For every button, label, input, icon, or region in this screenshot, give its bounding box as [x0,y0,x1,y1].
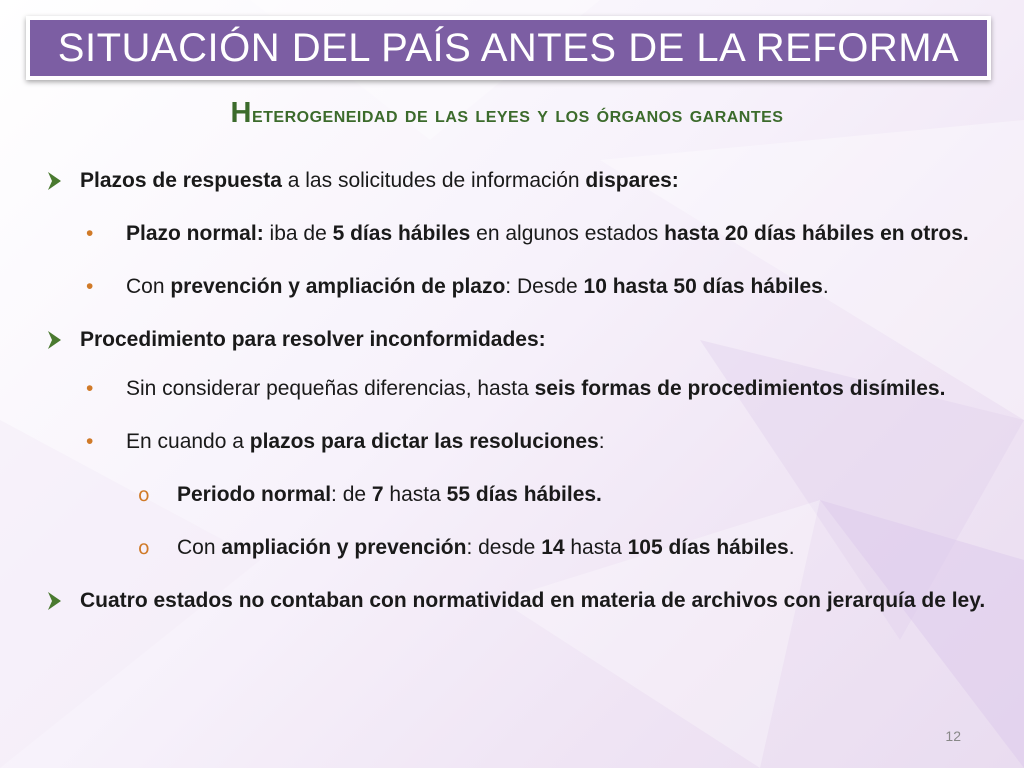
bullet-text: Con [126,275,171,298]
page-number: 12 [945,728,961,744]
bullet-text-bold: 55 días hábiles. [446,483,602,506]
bullet-text: hasta [564,536,628,559]
bullet-text: iba de [263,222,333,245]
bullet-item [46,584,986,618]
dot-bullet: • [86,430,94,453]
bullet-text-bold: ampliación y prevención [221,536,467,559]
bullet-text: . [822,275,829,298]
bullet-text: hasta [383,483,447,506]
sub-bullet-item [46,270,986,304]
bullet-text-bold: 14 [541,536,565,559]
bullet-text-bold: prevención y ampliación de plazo [170,275,506,298]
bullet-text: : de [331,483,372,506]
sub-sub-bullet-item [46,531,986,565]
bullet-text-bold: Procedimiento para resolver inconformidades: [80,328,546,351]
subtitle-rest: eterogeneidad de las leyes y los órganos garantes [251,101,784,127]
subtitle-initial: H [230,97,252,129]
dot-bullet: • [86,275,94,298]
bullet-text-bold: dispares: [585,169,679,192]
sub-bullet-item [46,217,986,251]
bullet-text-bold: hasta 20 días hábiles en otros. [664,222,969,245]
bullet-text-bold: 10 hasta 50 días hábiles [583,275,823,298]
title-banner [26,16,991,80]
bullet-text-bold: Plazos de respuesta [80,169,282,192]
circle-bullet: o [138,537,150,559]
dot-bullet: • [86,222,94,245]
bullet-text-bold: 5 días hábiles [332,222,471,245]
slide-subtitle [0,97,1014,130]
sub-sub-bullet-item [46,478,986,512]
bullet-text-bold: seis formas de procedimientos disímiles. [534,377,946,400]
sub-bullet-item [46,372,986,406]
bullet-text: a las solicitudes de información [281,169,586,192]
bullet-item [46,323,986,357]
bullet-text: : Desde [505,275,584,298]
arrow-bullet-icon [46,323,64,368]
bullet-text-bold: Periodo normal [177,483,332,506]
bullet-text: En cuando a [126,430,250,453]
slide-title: SITUACIÓN DEL PAÍS ANTES DE LA REFORMA [57,25,960,70]
dot-bullet: • [86,377,94,400]
bullet-text: : desde [466,536,542,559]
bullet-text-bold: Cuatro estados no contaban con normatividad en materia de archivos con jerarquía de ley. [80,589,986,612]
sub-bullet-item [46,425,986,459]
bullet-content [46,164,986,618]
bullet-item [46,164,986,198]
bullet-text: Sin considerar pequeñas diferencias, hasta [126,377,535,400]
arrow-bullet-icon [46,164,64,209]
bullet-text: . [788,536,795,559]
bullet-text-bold: plazos para dictar las resoluciones [249,430,599,453]
bullet-text: : [598,430,605,453]
bullet-text: Con [177,536,222,559]
bullet-text: en algunos estados [470,222,665,245]
circle-bullet: o [138,484,150,506]
bullet-text-bold: Plazo normal: [126,222,264,245]
bullet-text-bold: 105 días hábiles [627,536,789,559]
arrow-bullet-icon [46,584,64,629]
bullet-text-bold: 7 [371,483,384,506]
